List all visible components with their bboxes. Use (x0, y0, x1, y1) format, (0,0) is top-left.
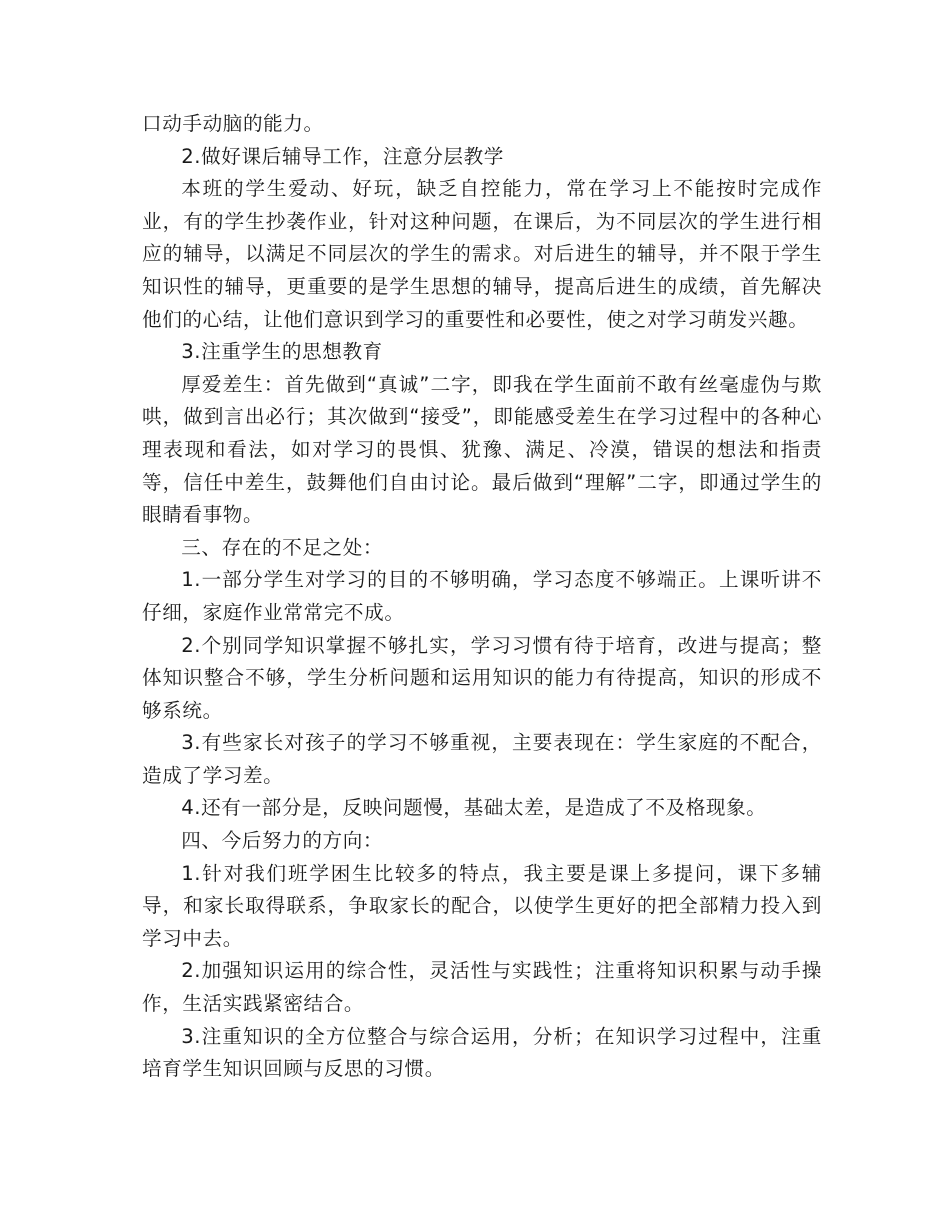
list-item-direction-2: 2.加强知识运用的综合性，灵活性与实践性；注重将知识积累与动手操作，生活实践紧密结合。 (142, 959, 822, 1016)
paragraph-continuation: 口动手动脑的能力。 (142, 112, 324, 135)
document-body (142, 108, 822, 1086)
heading-moral-education: 3.注重学生的思想教育 (181, 340, 383, 364)
list-item-shortcoming-2: 2.个别同学知识掌握不够扎实，学习习惯有待于培育，改进与提高；整体知识整合不够，学生分析问题和运用知识的能力有待提高，知识的形成不够系统。 (142, 633, 822, 722)
list-item-shortcoming-3: 3.有些家长对孩子的学习不够重视，主要表现在：学生家庭的不配合，造成了学习差。 (142, 731, 822, 787)
section-heading-future-direction: 四、今后努力的方向： (181, 829, 384, 853)
list-item-direction-1: 1.针对我们班学困生比较多的特点，我主要是课上多提问，课下多辅导，和家长取得联系，争取家长的配合，以使学生更好的把全部精力投入到学习中去。 (142, 861, 822, 950)
section-heading-shortcomings: 三、存在的不足之处： (181, 535, 384, 559)
paragraph-care-for-students: 厚爱差生：首先做到“真诚”二字，即我在学生面前不敢有丝毫虚伪与欺哄，做到言出必行；其次做到“接受”，即能感受差生在学习过程中的各种心理表现和看法，如对学习的畏惧、犹豫、满足、冷漠，错误的想法和指责等，信任中差生，鼓舞他们自由讨论。最后做到“理解”二字，即通过学生的眼睛看事物。 (142, 372, 822, 527)
list-item-shortcoming-1: 1.一部分学生对学习的目的不够明确，学习态度不够端正。上课听讲不仔细，家庭作业常常完不成。 (142, 568, 822, 624)
paragraph-tutoring: 本班的学生爱动、好玩，缺乏自控能力，常在学习上不能按时完成作业，有的学生抄袭作业，针对这种问题，在课后，为不同层次的学生进行相应的辅导，以满足不同层次的学生的需求。对后进生的辅导，并不限于学生知识性的辅导，更重要的是学生思想的辅导，提高后进生的成绩，首先解决他们的心结，让他们意识到学习的重要性和必要性，使之对学习萌发兴趣。 (142, 177, 822, 331)
list-item-direction-3: 3.注重知识的全方位整合与综合运用，分析；在知识学习过程中，注重培育学生知识回顾与反思的习惯。 (142, 1024, 822, 1081)
heading-after-class-tutoring: 2.做好课后辅导工作，注意分层教学 (181, 144, 504, 168)
list-item-shortcoming-4: 4.还有一部分是，反映问题慢，基础太差，是造成了不及格现象。 (181, 796, 767, 820)
